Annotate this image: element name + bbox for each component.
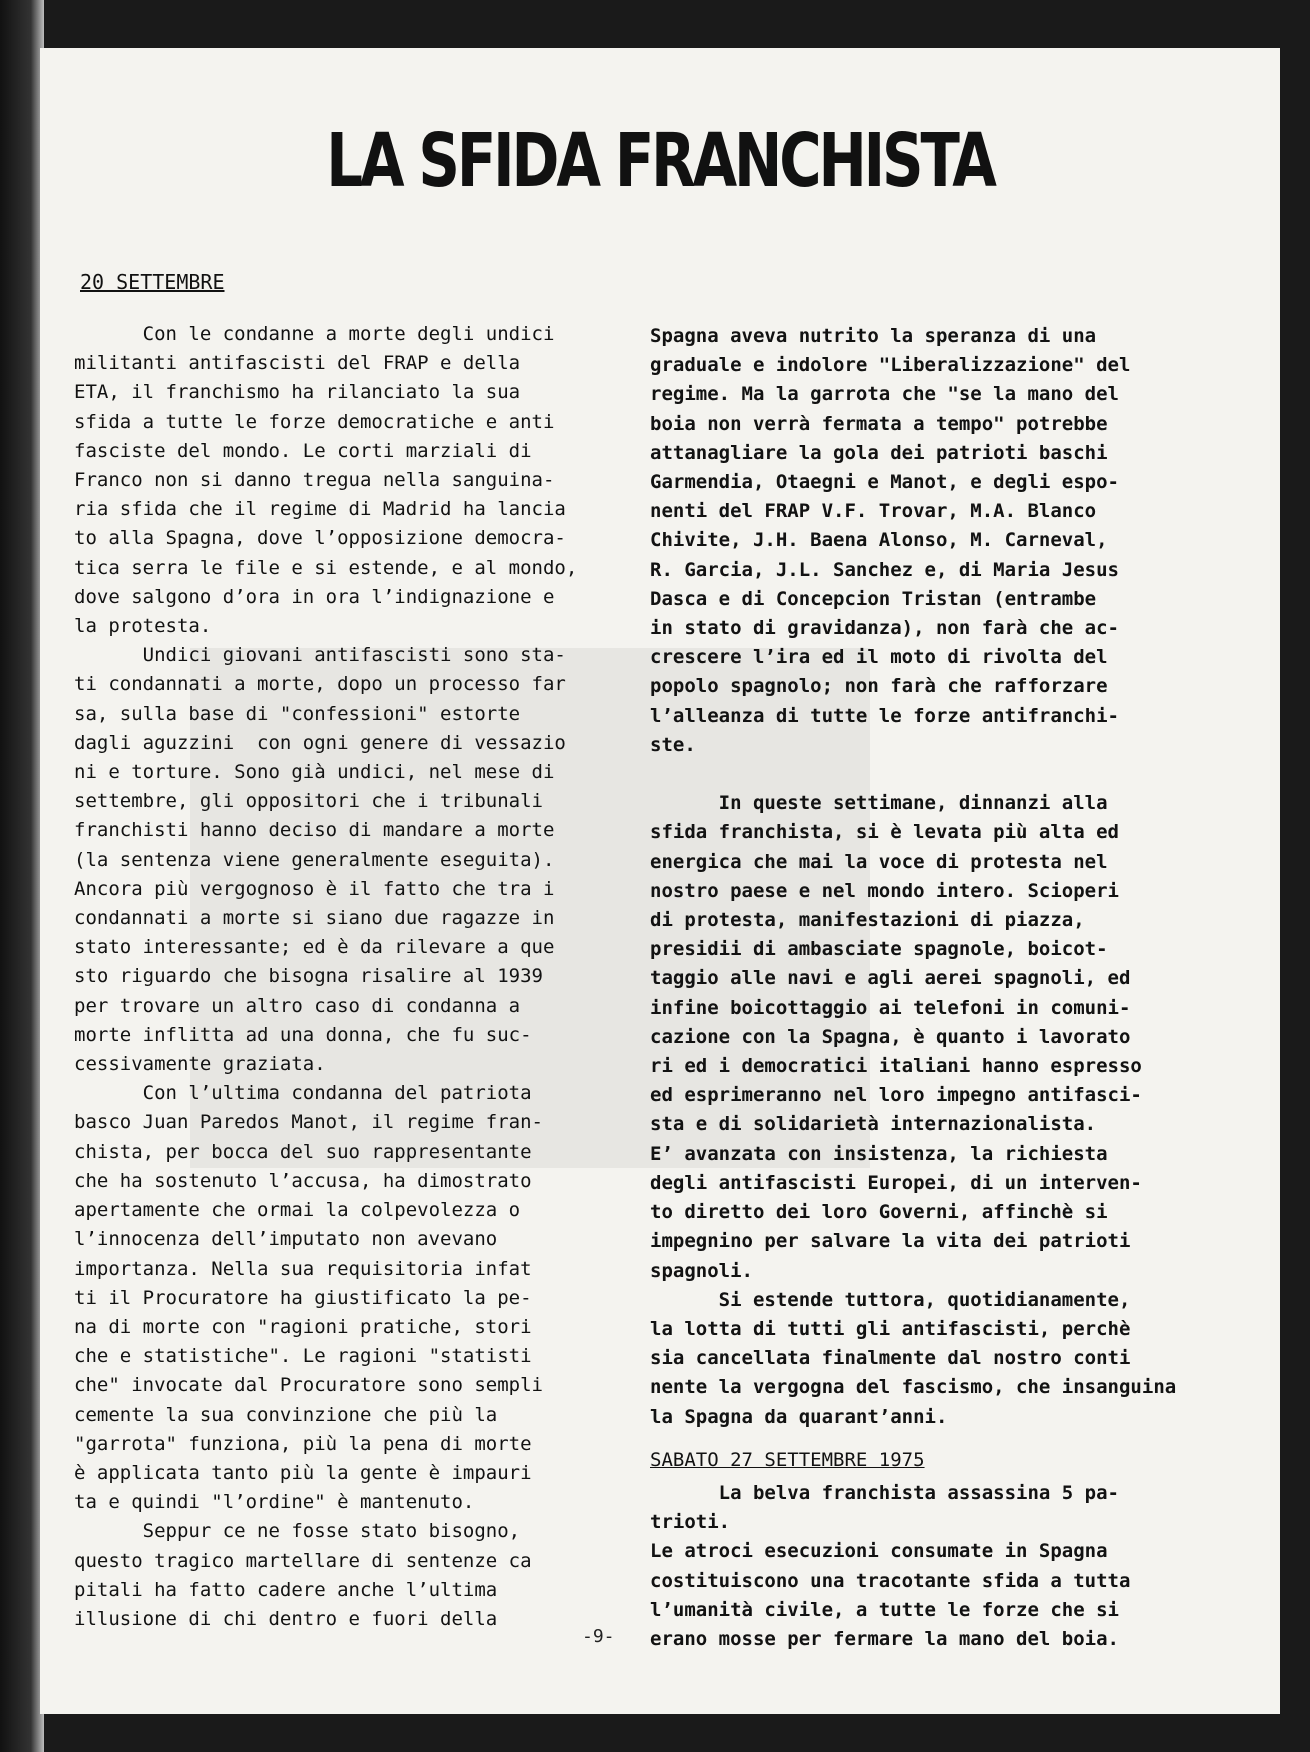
left-column-line: franchisti hanno deciso di mandare a morte xyxy=(74,819,555,842)
right-column-line: degli antifascisti Europei, di un interven- xyxy=(650,1171,1142,1194)
left-column-line: che" invocate dal Procuratore sono sempli xyxy=(74,1374,543,1397)
right-column-line: la lotta di tutti gli antifascisti, perchè xyxy=(650,1317,1131,1340)
left-column xyxy=(74,320,634,1634)
right-column-line: In queste settimane, dinnanzi alla xyxy=(650,792,1108,815)
right-column-line: Dasca e di Concepcion Tristan (entrambe xyxy=(650,587,1097,610)
left-column-line: settembre, gli oppositori che i tribunali xyxy=(74,790,543,813)
right-column-line: Le atroci esecuzioni consumate in Spagna xyxy=(650,1540,1108,1563)
magazine-page xyxy=(40,48,1280,1714)
right-column-line xyxy=(650,760,1250,789)
left-column-line: stato interessante; ed è da rilevare a que xyxy=(74,936,555,959)
right-column-line: popolo spagnolo; non farà che rafforzare xyxy=(650,675,1108,698)
right-column-line: nenti del FRAP V.F. Trovar, M.A. Blanco xyxy=(650,500,1097,523)
left-column-line: illusione di chi dentro e fuori della xyxy=(74,1607,498,1630)
right-column-line: ri ed i democratici italiani hanno espresso xyxy=(650,1055,1142,1078)
left-column-line: chista, per bocca del suo rappresentante xyxy=(74,1140,532,1163)
right-column-line: to diretto dei loro Governi, affinchè si xyxy=(650,1201,1108,1224)
left-column-line: (la sentenza viene generalmente eseguita). xyxy=(74,848,555,871)
right-column-line: boia non verrà fermata a tempo" potrebbe xyxy=(650,412,1108,435)
left-column-line: che ha sostenuto l’accusa, ha dimostrato xyxy=(74,1169,532,1192)
right-column-line: ste. xyxy=(650,733,696,756)
page-number: -9- xyxy=(582,1626,615,1647)
left-column-line: per trovare un altro caso di condanna a xyxy=(74,994,521,1017)
right-column-line: R. Garcia, J.L. Sanchez e, di Maria Jesus xyxy=(650,558,1119,581)
right-column-line: attanagliare la gola dei patrioti baschi xyxy=(650,441,1108,464)
right-column-line: energica che mai la voce di protesta nel xyxy=(650,850,1108,873)
left-column-line: ria sfida che il regime di Madrid ha lancia xyxy=(74,498,566,521)
left-column-line: sto riguardo che bisogna risalire al 1939 xyxy=(74,965,543,988)
left-column-line: tica serra le file e si estende, e al mondo, xyxy=(74,556,578,579)
left-column-line: Con le condanne a morte degli undici xyxy=(74,323,555,345)
right-column-line: costituiscono una tracotante sfida a tutta xyxy=(650,1569,1131,1592)
right-column-line: sta e di solidarietà internazionalista. xyxy=(650,1113,1097,1136)
left-column-line: ta e quindi "l’ordine" è mantenuto. xyxy=(74,1491,475,1514)
page-title: LA SFIDA FRANCHISTA xyxy=(326,118,994,204)
left-column-line: to alla Spagna, dove l’opposizione democra- xyxy=(74,527,566,550)
right-column-line: la Spagna da quarant’anni. xyxy=(650,1405,948,1428)
right-column-line: sia cancellata finalmente dal nostro conti xyxy=(650,1347,1131,1370)
right-column-line: La belva franchista assassina 5 pa- xyxy=(650,1481,1119,1504)
left-column-line: condannati a morte si siano due ragazze in xyxy=(74,907,555,930)
left-column-line: Franco non si danno tregua nella sanguina- xyxy=(74,469,555,492)
right-column xyxy=(650,322,1250,1654)
left-column-line: Ancora più vergognoso è il fatto che tra i xyxy=(74,877,555,900)
right-column-line: nostro paese e nel mondo intero. Scioperi xyxy=(650,879,1119,902)
right-column-line: trioti. xyxy=(650,1511,731,1534)
right-column-line: ed esprimeranno nel loro impegno antifasci- xyxy=(650,1084,1142,1107)
left-column-line: ETA, il franchismo ha rilanciato la sua xyxy=(74,381,521,404)
left-column-line: militanti antifascisti del FRAP e della xyxy=(74,352,521,375)
right-column-line: infine boicottaggio ai telefoni in comuni- xyxy=(650,996,1131,1019)
left-column-line: la protesta. xyxy=(74,615,212,638)
left-column-line: che e statistiche". Le ragioni "statisti xyxy=(74,1345,532,1368)
right-column-line: cazione con la Spagna, è quanto i lavorato xyxy=(650,1025,1131,1048)
left-column-line: questo tragico martellare di sentenze ca xyxy=(74,1549,532,1572)
right-column-line: Spagna aveva nutrito la speranza di una xyxy=(650,325,1097,347)
left-column-line: ti il Procuratore ha giustificato la pe- xyxy=(74,1286,532,1309)
binding-edge xyxy=(0,0,44,1752)
left-column-line: Con l’ultima condanna del patriota xyxy=(74,1082,532,1105)
left-column-line: sa, sulla base di "confessioni" estorte xyxy=(74,702,521,725)
right-column-line: impegnino per salvare la vita dei patrioti xyxy=(650,1230,1131,1253)
right-column-line: l’umanità civile, a tutte le forze che si xyxy=(650,1598,1119,1621)
right-column-line: Chivite, J.H. Baena Alonso, M. Carneval, xyxy=(650,529,1108,552)
date-heading-27-settembre: SABATO 27 SETTEMBRE 1975 xyxy=(650,1448,925,1471)
left-column-line: na di morte con "ragioni pratiche, stori xyxy=(74,1315,532,1338)
left-column-line: dove salgono d’ora in ora l’indignazione e xyxy=(74,585,555,608)
right-column-line: regime. Ma la garrota che "se la mano del xyxy=(650,383,1119,406)
right-column-line: crescere l’ira ed il moto di rivolta del xyxy=(650,646,1108,669)
left-column-line: cemente la sua convinzione che più la xyxy=(74,1403,498,1426)
left-column-line: ti condannati a morte, dopo un processo far xyxy=(74,673,566,696)
left-column-line: "garrota" funziona, più la pena di morte xyxy=(74,1432,532,1455)
right-column-line: in stato di gravidanza), non farà che ac- xyxy=(650,617,1119,640)
right-column-line: spagnoli. xyxy=(650,1259,753,1282)
right-column-line: di protesta, manifestazioni di piazza, xyxy=(650,909,1085,932)
left-column-line: apertamente che ormai la colpevolezza o xyxy=(74,1199,521,1222)
left-column-line: dagli aguzzini con ogni genere di vessazio xyxy=(74,731,566,754)
right-column-line: sfida franchista, si è levata più alta ed xyxy=(650,821,1119,844)
right-column-line: taggio alle navi e agli aerei spagnoli, ed xyxy=(650,967,1131,990)
left-column-line: cessivamente graziata. xyxy=(74,1053,326,1076)
left-column-line: fasciste del mondo. Le corti marziali di xyxy=(74,439,532,462)
right-column-line: Garmendia, Otaegni e Manot, e degli espo- xyxy=(650,471,1119,494)
right-column-line: nente la vergogna del fascismo, che insanguina xyxy=(650,1376,1177,1399)
right-column-line: E’ avanzata con insistenza, la richiesta xyxy=(650,1142,1108,1165)
left-column-line: ni e torture. Sono già undici, nel mese di xyxy=(74,761,555,784)
right-column-line: graduale e indolore "Liberalizzazione" del xyxy=(650,354,1131,377)
date-heading-20-settembre: 20 SETTEMBRE xyxy=(80,270,225,294)
left-column-line: l’innocenza dell’imputato non avevano xyxy=(74,1228,498,1251)
right-column-line: erano mosse per fermare la mano del boia. xyxy=(650,1627,1119,1650)
left-column-line: pitali ha fatto cadere anche l’ultima xyxy=(74,1578,498,1601)
right-column-line: l’alleanza di tutte le forze antifranchi- xyxy=(650,704,1119,727)
left-column-line: morte inflitta ad una donna, che fu suc- xyxy=(74,1023,532,1046)
left-column-line: è applicata tanto più la gente è impauri xyxy=(74,1461,532,1484)
left-column-line: Undici giovani antifascisti sono sta- xyxy=(74,644,566,667)
right-column-line: presidii di ambasciate spagnole, boicot- xyxy=(650,938,1108,961)
right-column-line: Si estende tuttora, quotidianamente, xyxy=(650,1288,1131,1311)
left-column-line: basco Juan Paredos Manot, il regime fran- xyxy=(74,1111,543,1134)
left-column-line: Seppur ce ne fosse stato bisogno, xyxy=(74,1520,521,1543)
left-column-line: importanza. Nella sua requisitoria infat xyxy=(74,1257,532,1280)
left-column-line: sfida a tutte le forze democratiche e anti xyxy=(74,410,555,433)
